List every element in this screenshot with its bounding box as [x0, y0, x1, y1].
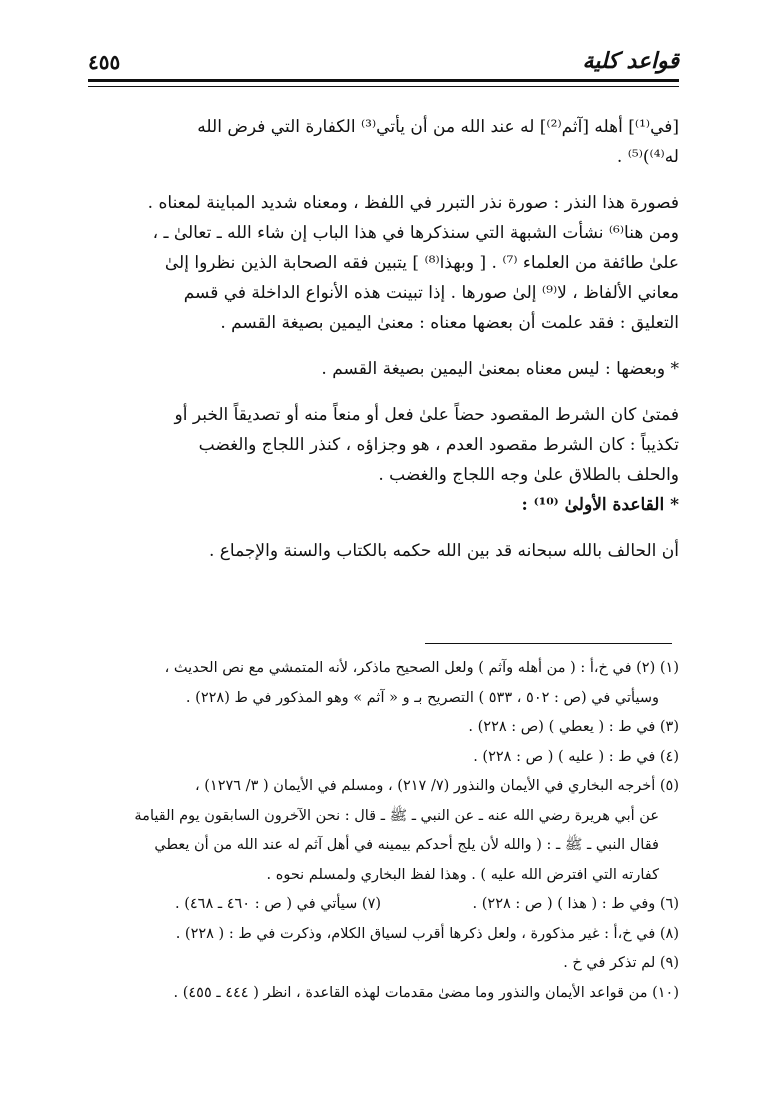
- footnote-1-2-continued: وسيأتي في (ص : ٥٠٢ ، ٥٣٣ ) التصريح بـ و « آثم » وهو المذكور في ط (٢٢٨) .: [185, 689, 659, 706]
- footnote-4: (٤) في ط : ( عليه ) ( ص : ٢٢٨) .: [473, 748, 679, 765]
- footnote-1-2: (١) (٢) في خ،أ : ( من أهله وآثم ) ولعل الصحيح ماذكر، لأنه المتمشي مع نص الحديث ،: [164, 660, 679, 676]
- main-text: [85, 112, 679, 566]
- header-rule-thin: [88, 86, 679, 87]
- footnote-10: (١٠) من قواعد الأيمان والنذور وما مضىٰ مقدمات لهذه القاعدة ، انظر ( ٤٤٤ ـ ٤٥٥) .: [173, 984, 679, 1001]
- footnote-8: (٨) في خ،أ : غير مذكورة ، ولعل ذكرها أقرب لسياق الكلام، وذكرت في ط : ( ٢٢٨) .: [175, 925, 679, 942]
- footnote-5-continued: فقال النبي ـ ﷺ ـ : ( والله لأن يلج أحدكم بيمينه في أهل آثم له عند الله من أن يعطي: [154, 837, 659, 853]
- footnote-5-continued: كفارته التي افترض الله عليه ) . وهذا لفظ البخاري ولمسلم نحوه .: [266, 866, 659, 883]
- footnotes-6-7-row: [85, 890, 679, 920]
- footnotes: [85, 654, 679, 1008]
- text-line: والحلف بالطلاق علىٰ وجه اللجاج والغضب .: [378, 465, 679, 485]
- header-rule-thick: [88, 79, 679, 82]
- text-line: علىٰ طائفة من العلماء ⁽⁷⁾ . [ وبهذا⁽⁸⁾ ] يتبين فقه الصحابة الذين نظروا إلىٰ: [164, 253, 679, 273]
- text-line: فصورة هذا النذر : صورة نذر التبرر في اللفظ ، ومعناه شديد المباينة لمعناه .: [147, 193, 679, 213]
- rule-heading: * القاعدة الأولىٰ ⁽¹⁰⁾ :: [521, 495, 679, 515]
- footnote-5-continued: عن أبي هريرة رضي الله عنه ـ عن النبي ـ ﷺ ـ قال : نحن الآخرون السابقون يوم القيامة: [134, 807, 659, 824]
- footnote-7: (٧) سيأتي في ( ص : ٤٦٠ ـ ٤٦٨) .: [175, 896, 382, 912]
- page-number: ٤٥٥: [88, 50, 121, 74]
- footnote-9: (٩) لم تذكر في خ .: [563, 955, 679, 971]
- text-line: التعليق : فقد علمت أن بعضها معناه : معنىٰ اليمين بصيغة القسم .: [220, 313, 679, 333]
- footnote-5: (٥) أخرجه البخاري في الأيمان والنذور (٧/ ٢١٧) ، ومسلم في الأيمان ( ٣/ ١٢٧٦) ،: [194, 778, 679, 794]
- text-line: ومن هنا⁽⁶⁾ نشأت الشبهة التي سنذكرها في هذا الباب إن شاء الله ـ تعالىٰ ـ ،: [152, 223, 679, 243]
- running-title: قواعد كلية: [582, 48, 679, 74]
- text-line: فمتىٰ كان الشرط المقصود حضاً علىٰ فعل أو منعاً منه أو تصديقاً الخبر أو: [174, 405, 679, 425]
- text-line: [في⁽¹⁾] أهله [آثم⁽²⁾] له عند الله من أن يأتي⁽³⁾ الكفارة التي فرض الله: [197, 117, 679, 137]
- text-line: * وبعضها : ليس معناه بمعنىٰ اليمين بصيغة القسم .: [321, 359, 679, 379]
- text-line: تكذيباً : كان الشرط مقصود العدم ، هو وجزاؤه ، كنذر اللجاج والغضب: [198, 435, 679, 455]
- footnote-separator: [425, 643, 672, 644]
- footnote-3: (٣) في ط : ( يعطي ) (ص : ٢٢٨) .: [468, 719, 679, 735]
- footnote-6: (٦) وفي ط : ( هذا ) ( ص : ٢٢٨) .: [472, 896, 679, 912]
- text-line: معاني الألفاظ ، لا⁽⁹⁾ إلىٰ صورها . إذا تبينت هذه الأنواع الداخلة في قسم: [183, 283, 679, 303]
- page-header: [88, 40, 679, 74]
- text-line: له⁽⁴⁾)⁽⁵⁾ .: [616, 147, 679, 167]
- text-line: أن الحالف بالله سبحانه قد بين الله حكمه بالكتاب والسنة والإجماع .: [208, 541, 679, 561]
